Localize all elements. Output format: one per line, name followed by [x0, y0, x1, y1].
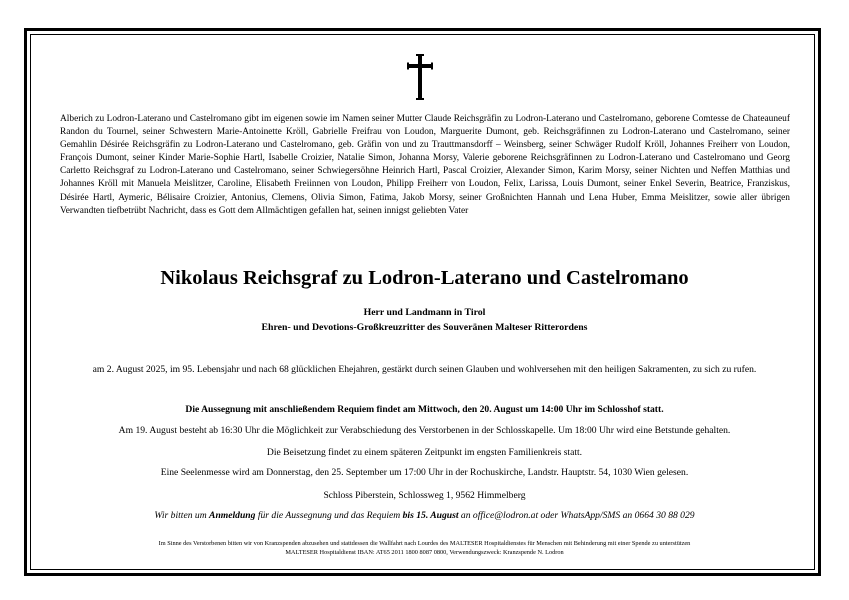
death-notice: am 2. August 2025, im 95. Lebensjahr und nach 68 glücklichen Ehejahren, gestärkt durch seinen Glauben und wohlversehen mit den heiligen Sakramenten, zu sich zu rufen. — [92, 364, 757, 375]
mass-notice: Eine Seelenmesse wird am Donnerstag, den 25. September um 17:00 Uhr in der Rochuskirche, Landstr. Hauptstr. 54, 1030 Wien gelesen. — [160, 467, 689, 478]
latin-cross-icon — [406, 53, 434, 101]
rsvp-text-3: an office@lodron.at oder WhatsApp/SMS an 0664 30 88 029 — [458, 510, 695, 521]
donation-footer — [40, 539, 809, 557]
requiem-notice: Die Aussegnung mit anschließendem Requiem findet am Mittwoch, den 20. August um 14:00 Uhr im Schlosshof statt. — [185, 404, 664, 415]
deceased-name: Nikolaus Reichsgraf zu Lodron-Laterano und Castelromano — [160, 267, 689, 289]
rsvp-bold-deadline: bis 15. August — [402, 510, 459, 521]
title-line-1: Herr und Landmann in Tirol — [363, 307, 486, 318]
title-line-2: Ehren- und Devotions-Großkreuzritter des Souveränen Malteser Ritterordens — [261, 322, 588, 333]
burial-notice: Die Beisetzung findet zu einem späteren Zeitpunkt im engsten Familienkreis statt. — [266, 447, 583, 458]
donation-line-2: MALTESER Hospitaldienst IBAN: AT65 2011 1800 8087 0800, Verwendungszweck: Kranzspende N. Lodron — [285, 549, 564, 556]
farewell-notice: Am 19. August besteht ab 16:30 Uhr die Möglichkeit zur Verabschiedung des Verstorbenen in der Schlosskapelle. Um 18:00 Uhr wird eine Betstunde gehalten. — [118, 425, 731, 436]
rsvp-text-2: für die Aussegnung und das Requiem — [255, 510, 403, 521]
rsvp-bold-registration: Anmeldung — [209, 510, 256, 521]
address: Schloss Piberstein, Schlossweg 1, 9562 Himmelberg — [323, 490, 526, 501]
rsvp-notice — [40, 509, 809, 522]
rsvp-text-1: Wir bitten um — [154, 510, 210, 521]
family-announcement-text: Alberich zu Lodron-Laterano und Castelromano gibt im eigenen sowie im Namen seiner Mutter Claude Reichsgräfin zu Lodron-Laterano und Castelromano, geborene Comtesse de Chateauneuf Randon du Tournel, seiner Schwestern Marie-Antoinette Kröll, Gabrielle Freifrau von Loudon, Marguerite Dumont, geb. Reichsgräfinnen zu Lodron-Laterano und Castelromano, seiner Gemahlin Désirée Reichsgräfin zu Lodron-Laterano und Castelromano, geb. Gräfin von und zu Trauttmansdorff – Weinsberg, seiner Schwäger Rudolf Kröll, Johannes Freiherr von Loudon, François Dumont, seiner Kinder Marie-Sophie Hartl, Isabelle Croizier, Natalie Simon, Johanna Morsy, Valerie geborene Reichsgräfinnen zu Lodron-Laterano und Castelromano und Georg Carletto Reichsgraf zu Lodron-Laterano und Castelromano, seiner Schwiegersöhne Heinrich Hartl, Pascal Croizier, Alexander Simon, Karim Morsy, seiner Nichten und Neffen Matthias und Johannes Kröll mit Manuela Meislitzer, Caroline, Elisabeth Freiinnen von Loudon, Philipp Freiherr von Loudon, Felix, Larissa, Louis Dumont, seiner Enkel Severin, Beatrice, Franziskus, Désirée Hartl, Aymeric, Bélisaire Croizier, Antonius, Clemens, Olivia Simon, Fatima, Jakob Morsy, seiner Großnichten Hannah und Lena Huber, Emma Meislitzer, sowie aller übrigen Verwandten tiefbetrübt Nachricht, dass es Gott dem Allmächtigen gefallen hat, seinen innigst geliebten Vater — [60, 114, 790, 216]
donation-line-1: Im Sinne des Verstorbenen bitten wir von Kranzspenden abzusehen und stattdessen die Wallfahrt nach Lourdes des MALTESER Hospitaldienstes für Menschen mit Behinderung mit einer Spende zu unterstützen — [158, 540, 691, 547]
